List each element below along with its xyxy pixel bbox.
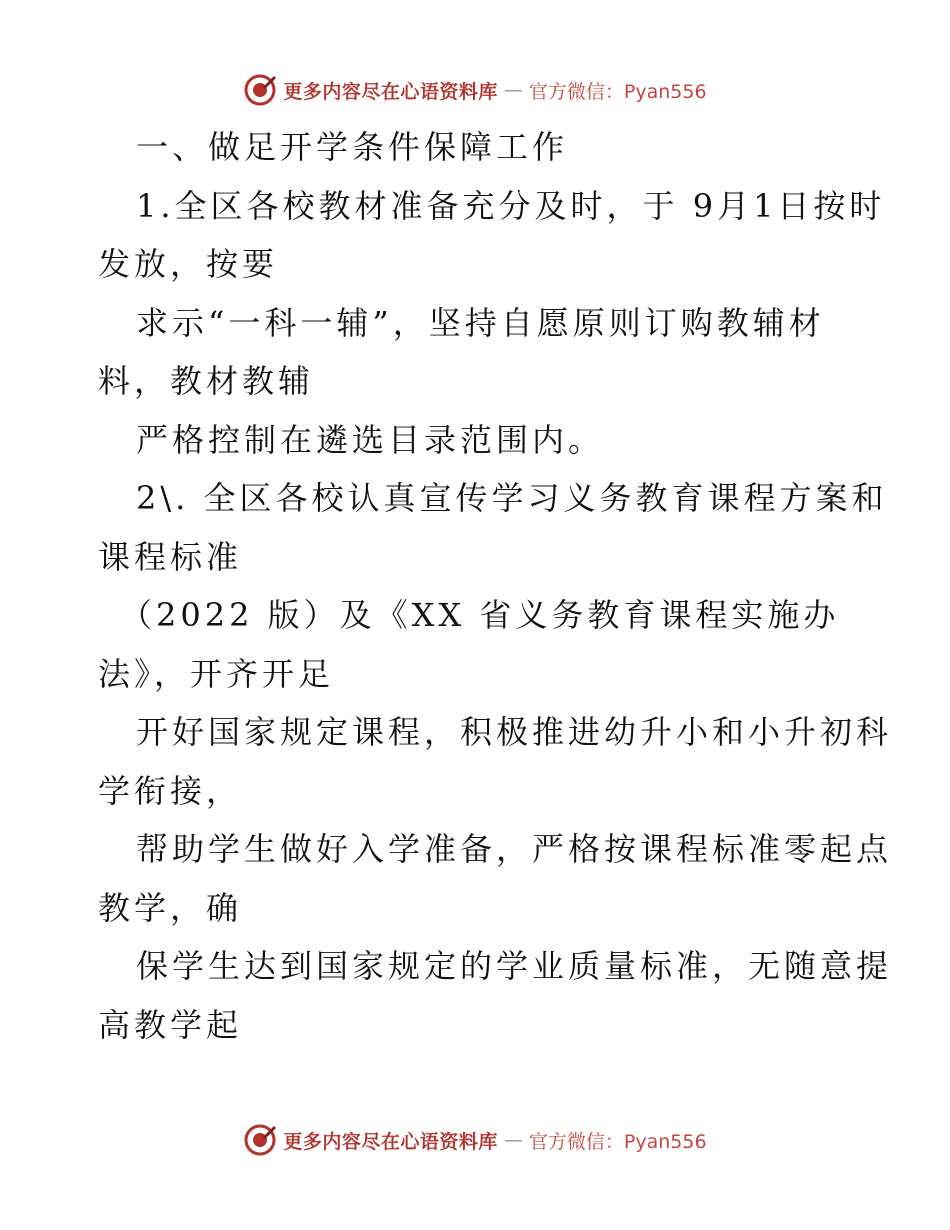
paragraph-line: 1.全区各校教材准备充分及时，于 9月1日按时 (136, 186, 886, 225)
watermark-separator: — (503, 1129, 523, 1151)
paragraph-line: 法》，开齐开足 (98, 654, 335, 693)
watermark-wechat-text: 官方微信：Pyan556 (528, 80, 707, 103)
paragraph-line: （2022 版）及《XX 省义务教育课程实施办 (120, 596, 840, 634)
paragraph-line: 保学生达到国家规定的学业质量标准，无随意提 (136, 947, 893, 985)
section-heading: 一、做足开学条件保障工作 (136, 128, 569, 166)
watermark-brand-text: 更多内容尽在心语资料库 (283, 80, 498, 103)
watermark-brand-text: 更多内容尽在心语资料库 (283, 1130, 498, 1153)
paragraph-line: 高教学起 (98, 1005, 243, 1044)
paragraph-line: 学衔接， (98, 771, 243, 810)
paragraph-line: 严格控制在遴选目录范围内。 (136, 420, 605, 459)
paragraph-line: 帮助学生做好入学准备，严格按课程标准零起点 (136, 830, 893, 868)
paragraph-line: 课程标准 (98, 537, 243, 576)
pen-circle-logo-icon (243, 1123, 277, 1157)
pen-circle-logo-icon (243, 73, 277, 107)
paragraph-line: 教学，确 (98, 888, 243, 927)
document-body (98, 118, 893, 1054)
watermark-separator: — (503, 79, 523, 101)
paragraph-line: 求示“一科一辅”，坚持自愿原则订购教辅材 (136, 303, 825, 342)
footer-watermark (0, 1120, 950, 1160)
watermark-wechat-text: 官方微信：Pyan556 (528, 1130, 707, 1153)
paragraph-line: 料，教材教辅 (98, 362, 315, 400)
header-watermark (0, 70, 950, 110)
paragraph-line: 发放，按要 (98, 245, 279, 283)
paragraph-line: 2\. 全区各校认真宣传学习义务教育课程方案和 (136, 479, 888, 517)
paragraph-line: 开好国家规定课程，积极推进幼升小和小升初科 (136, 713, 893, 751)
